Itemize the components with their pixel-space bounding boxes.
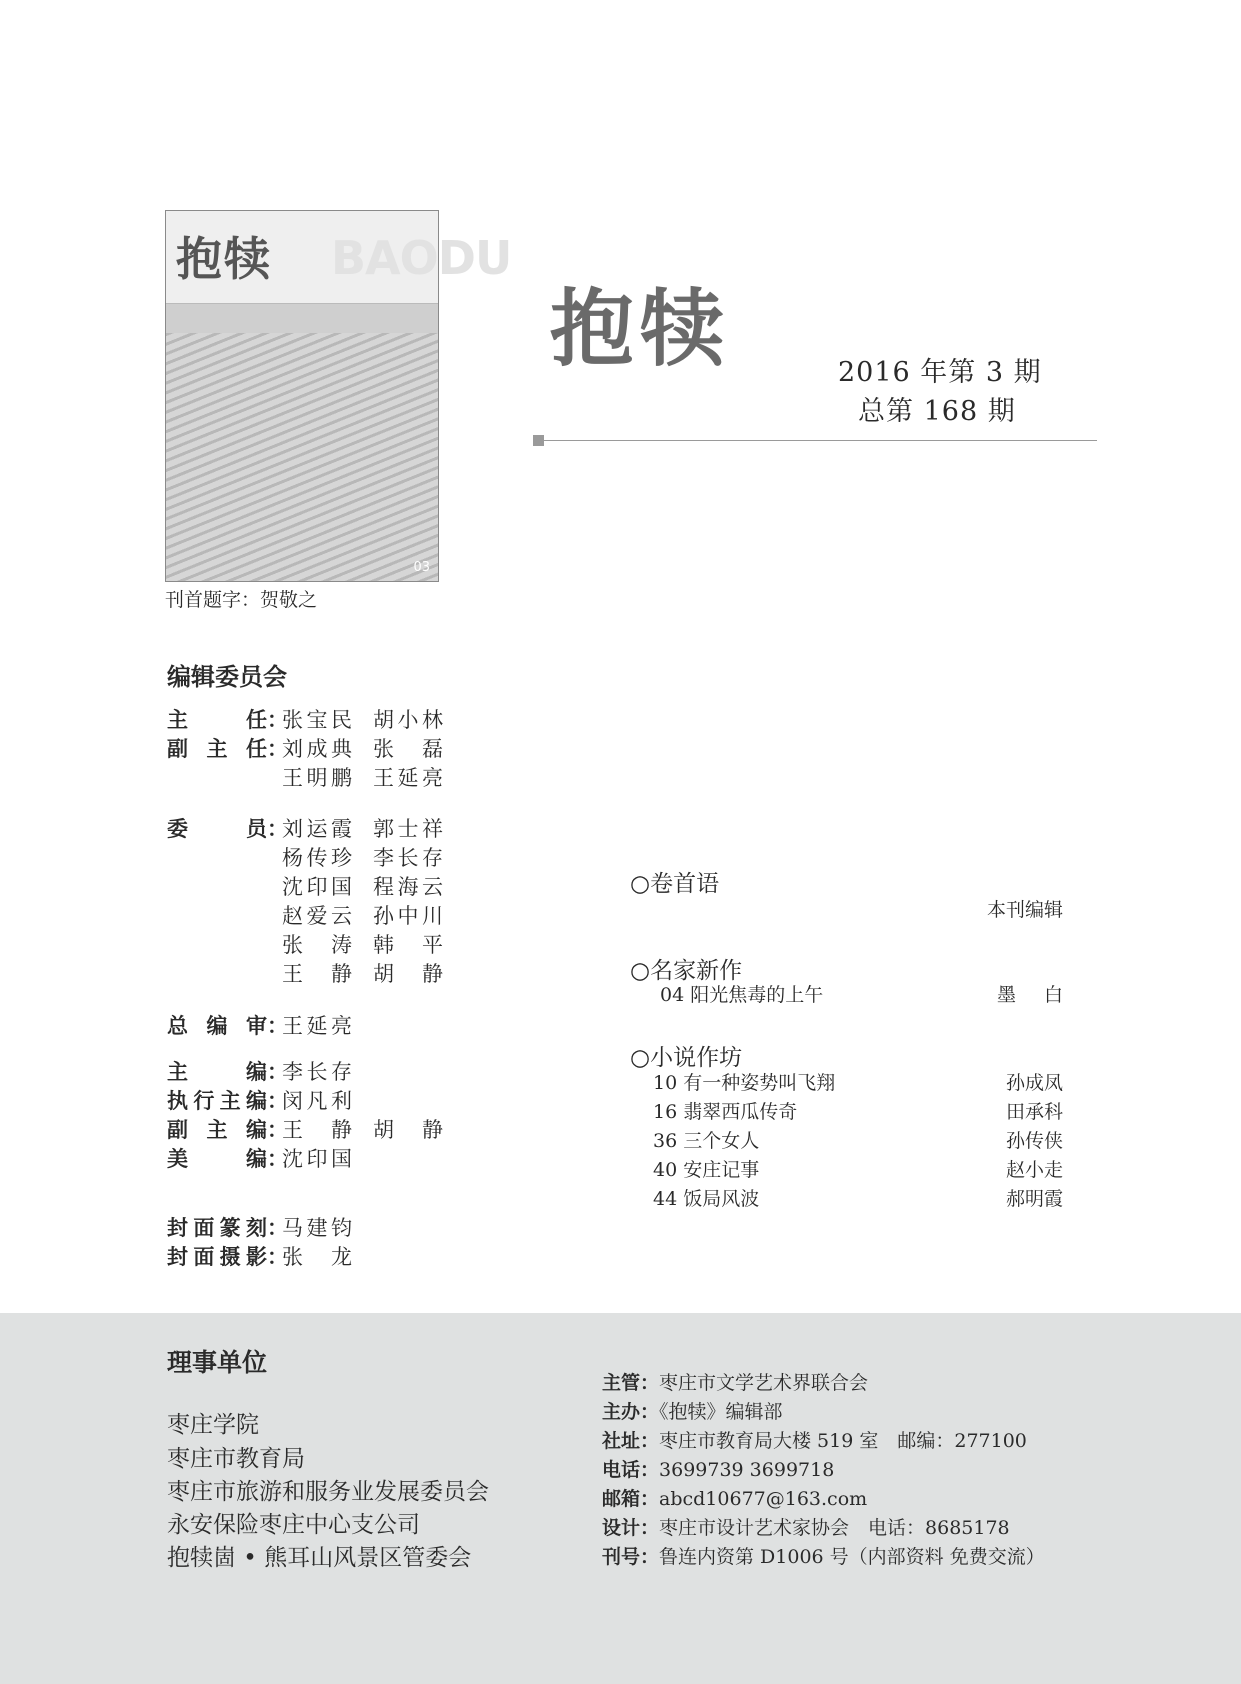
cover-caption: 刊首题字：贺敬之 — [165, 589, 318, 611]
publication-value: 鲁连内资第 D1006 号（内部资料 免费交流） — [659, 1546, 1045, 1568]
board-name: 张龙 — [282, 1245, 352, 1269]
board-name: 张磊 — [373, 737, 443, 761]
board-role: 封面摄影 — [167, 1245, 267, 1269]
publication-line — [602, 1368, 868, 1395]
board-colon: ： — [267, 816, 288, 841]
publication-line — [602, 1455, 834, 1482]
total-issue: 总第 168 期 — [858, 396, 1016, 427]
toc-item-author: 赵小走 — [1005, 1159, 1063, 1181]
board-name: 刘成典 — [282, 737, 352, 761]
board-name: 孙中川 — [373, 904, 443, 928]
board-role: 执行主编 — [167, 1089, 267, 1113]
board-role: 主任 — [167, 708, 267, 732]
board-colon: ： — [267, 1088, 288, 1113]
toc-item-title: 40 安庄记事 — [653, 1159, 760, 1181]
board-name: 李长存 — [282, 1060, 352, 1084]
publication-label: 电话： — [602, 1459, 660, 1481]
board-name: 胡静 — [373, 962, 443, 986]
board-name: 沈印国 — [282, 875, 352, 899]
toc-section-heading: ○名家新作 — [630, 958, 743, 984]
publication-value: abcd10677@163.com — [659, 1488, 868, 1510]
publication-line — [602, 1397, 783, 1424]
toc-item-author: 郝明霞 — [1005, 1188, 1063, 1210]
cover-logo: 抱犊 — [176, 232, 272, 286]
toc-item-title: 44 饭局风波 — [653, 1188, 760, 1210]
board-name: 王延亮 — [282, 1014, 352, 1038]
board-colon: ： — [267, 1244, 288, 1269]
publication-line — [602, 1542, 1045, 1569]
board-name: 闵凡利 — [282, 1089, 352, 1113]
toc-item-author: 本刊编辑 — [986, 899, 1063, 921]
toc-item-title: 10 有一种姿势叫飞翔 — [653, 1072, 836, 1094]
issue-number: 2016 年第 3 期 — [838, 357, 1042, 388]
board-colon: ： — [267, 1117, 288, 1142]
board-name: 王延亮 — [373, 766, 443, 790]
toc-item-title: 16 翡翠西瓜传奇 — [653, 1101, 798, 1123]
publication-value: 枣庄市文学艺术界联合会 — [659, 1372, 869, 1394]
toc-item-author: 孙传侠 — [1005, 1130, 1063, 1152]
publication-line — [602, 1513, 1010, 1540]
publication-line — [602, 1484, 867, 1511]
board-role: 美编 — [167, 1147, 267, 1171]
board-colon: ： — [267, 736, 288, 761]
board-name: 胡静 — [373, 1118, 443, 1142]
toc-section-heading: ○小说作坊 — [630, 1045, 743, 1071]
board-name: 王静 — [282, 1118, 352, 1142]
board-name: 赵爱云 — [282, 904, 352, 928]
publication-value: 枣庄市教育局大楼 519 室 邮编：277100 — [659, 1430, 1027, 1452]
board-name: 胡小林 — [373, 708, 443, 732]
board-name: 李长存 — [373, 846, 443, 870]
board-role: 委员 — [167, 817, 267, 841]
board-role: 副主编 — [167, 1118, 267, 1142]
footer-title: 理事单位 — [167, 1348, 268, 1377]
masthead-rule — [535, 440, 1097, 441]
board-name: 王静 — [282, 962, 352, 986]
board-name: 韩平 — [373, 933, 443, 957]
toc-item-author: 孙成凤 — [1005, 1072, 1063, 1094]
board-colon: ： — [267, 1146, 288, 1171]
toc-item-title: 04 阳光焦毒的上午 — [660, 984, 824, 1006]
board-role: 主编 — [167, 1060, 267, 1084]
toc-item-title: 36 三个女人 — [653, 1130, 760, 1152]
cover-photo — [166, 333, 438, 581]
publication-line — [602, 1426, 1027, 1453]
board-name: 沈印国 — [282, 1147, 352, 1171]
toc-item-author: 墨白 — [996, 984, 1091, 1006]
board-name: 杨传珍 — [282, 846, 352, 870]
publication-label: 主管： — [602, 1372, 660, 1394]
member-item: 枣庄市教育局 — [167, 1446, 305, 1472]
board-name: 郭士祥 — [373, 817, 443, 841]
board-title: 编辑委员会 — [167, 663, 287, 691]
board-colon: ： — [267, 707, 288, 732]
cover-thumbnail — [165, 210, 512, 582]
board-role: 封面篆刻 — [167, 1216, 267, 1240]
member-item: 枣庄市旅游和服务业发展委员会 — [167, 1479, 489, 1505]
publication-label: 设计： — [602, 1517, 660, 1539]
publication-label: 主办： — [602, 1401, 660, 1423]
board-role: 总编审 — [167, 1014, 267, 1038]
publication-value: 《抱犊》编辑部 — [659, 1401, 783, 1423]
board-name: 张涛 — [282, 933, 352, 957]
cover-latin-title: BAODU — [331, 231, 512, 285]
publication-label: 邮箱： — [602, 1488, 660, 1510]
board-colon: ： — [267, 1059, 288, 1084]
member-item: 抱犊崮 • 熊耳山风景区管委会 — [167, 1545, 472, 1571]
publication-value: 3699739 3699718 — [659, 1459, 835, 1481]
cover-band — [166, 303, 438, 335]
board-colon: ： — [267, 1013, 288, 1038]
board-name: 马建钧 — [282, 1216, 352, 1240]
masthead-logo: 抱犊 — [550, 279, 731, 378]
board-name: 程海云 — [373, 875, 443, 899]
board-colon: ： — [267, 1215, 288, 1240]
board-name: 刘运霞 — [282, 817, 352, 841]
member-item: 永安保险枣庄中心支公司 — [167, 1512, 420, 1538]
board-role: 副主任 — [167, 737, 267, 761]
publication-value: 枣庄市设计艺术家协会 电话：8685178 — [659, 1517, 1010, 1539]
publication-label: 刊号： — [602, 1546, 660, 1568]
toc-item-author: 田承科 — [1005, 1101, 1063, 1123]
toc-section-heading: ○卷首语 — [630, 871, 720, 897]
publication-label: 社址： — [602, 1430, 660, 1452]
member-item: 枣庄学院 — [167, 1412, 259, 1438]
board-name: 王明鹏 — [282, 766, 352, 790]
cover-issue-mark: 03 — [413, 560, 430, 575]
board-name: 张宝民 — [282, 708, 352, 732]
